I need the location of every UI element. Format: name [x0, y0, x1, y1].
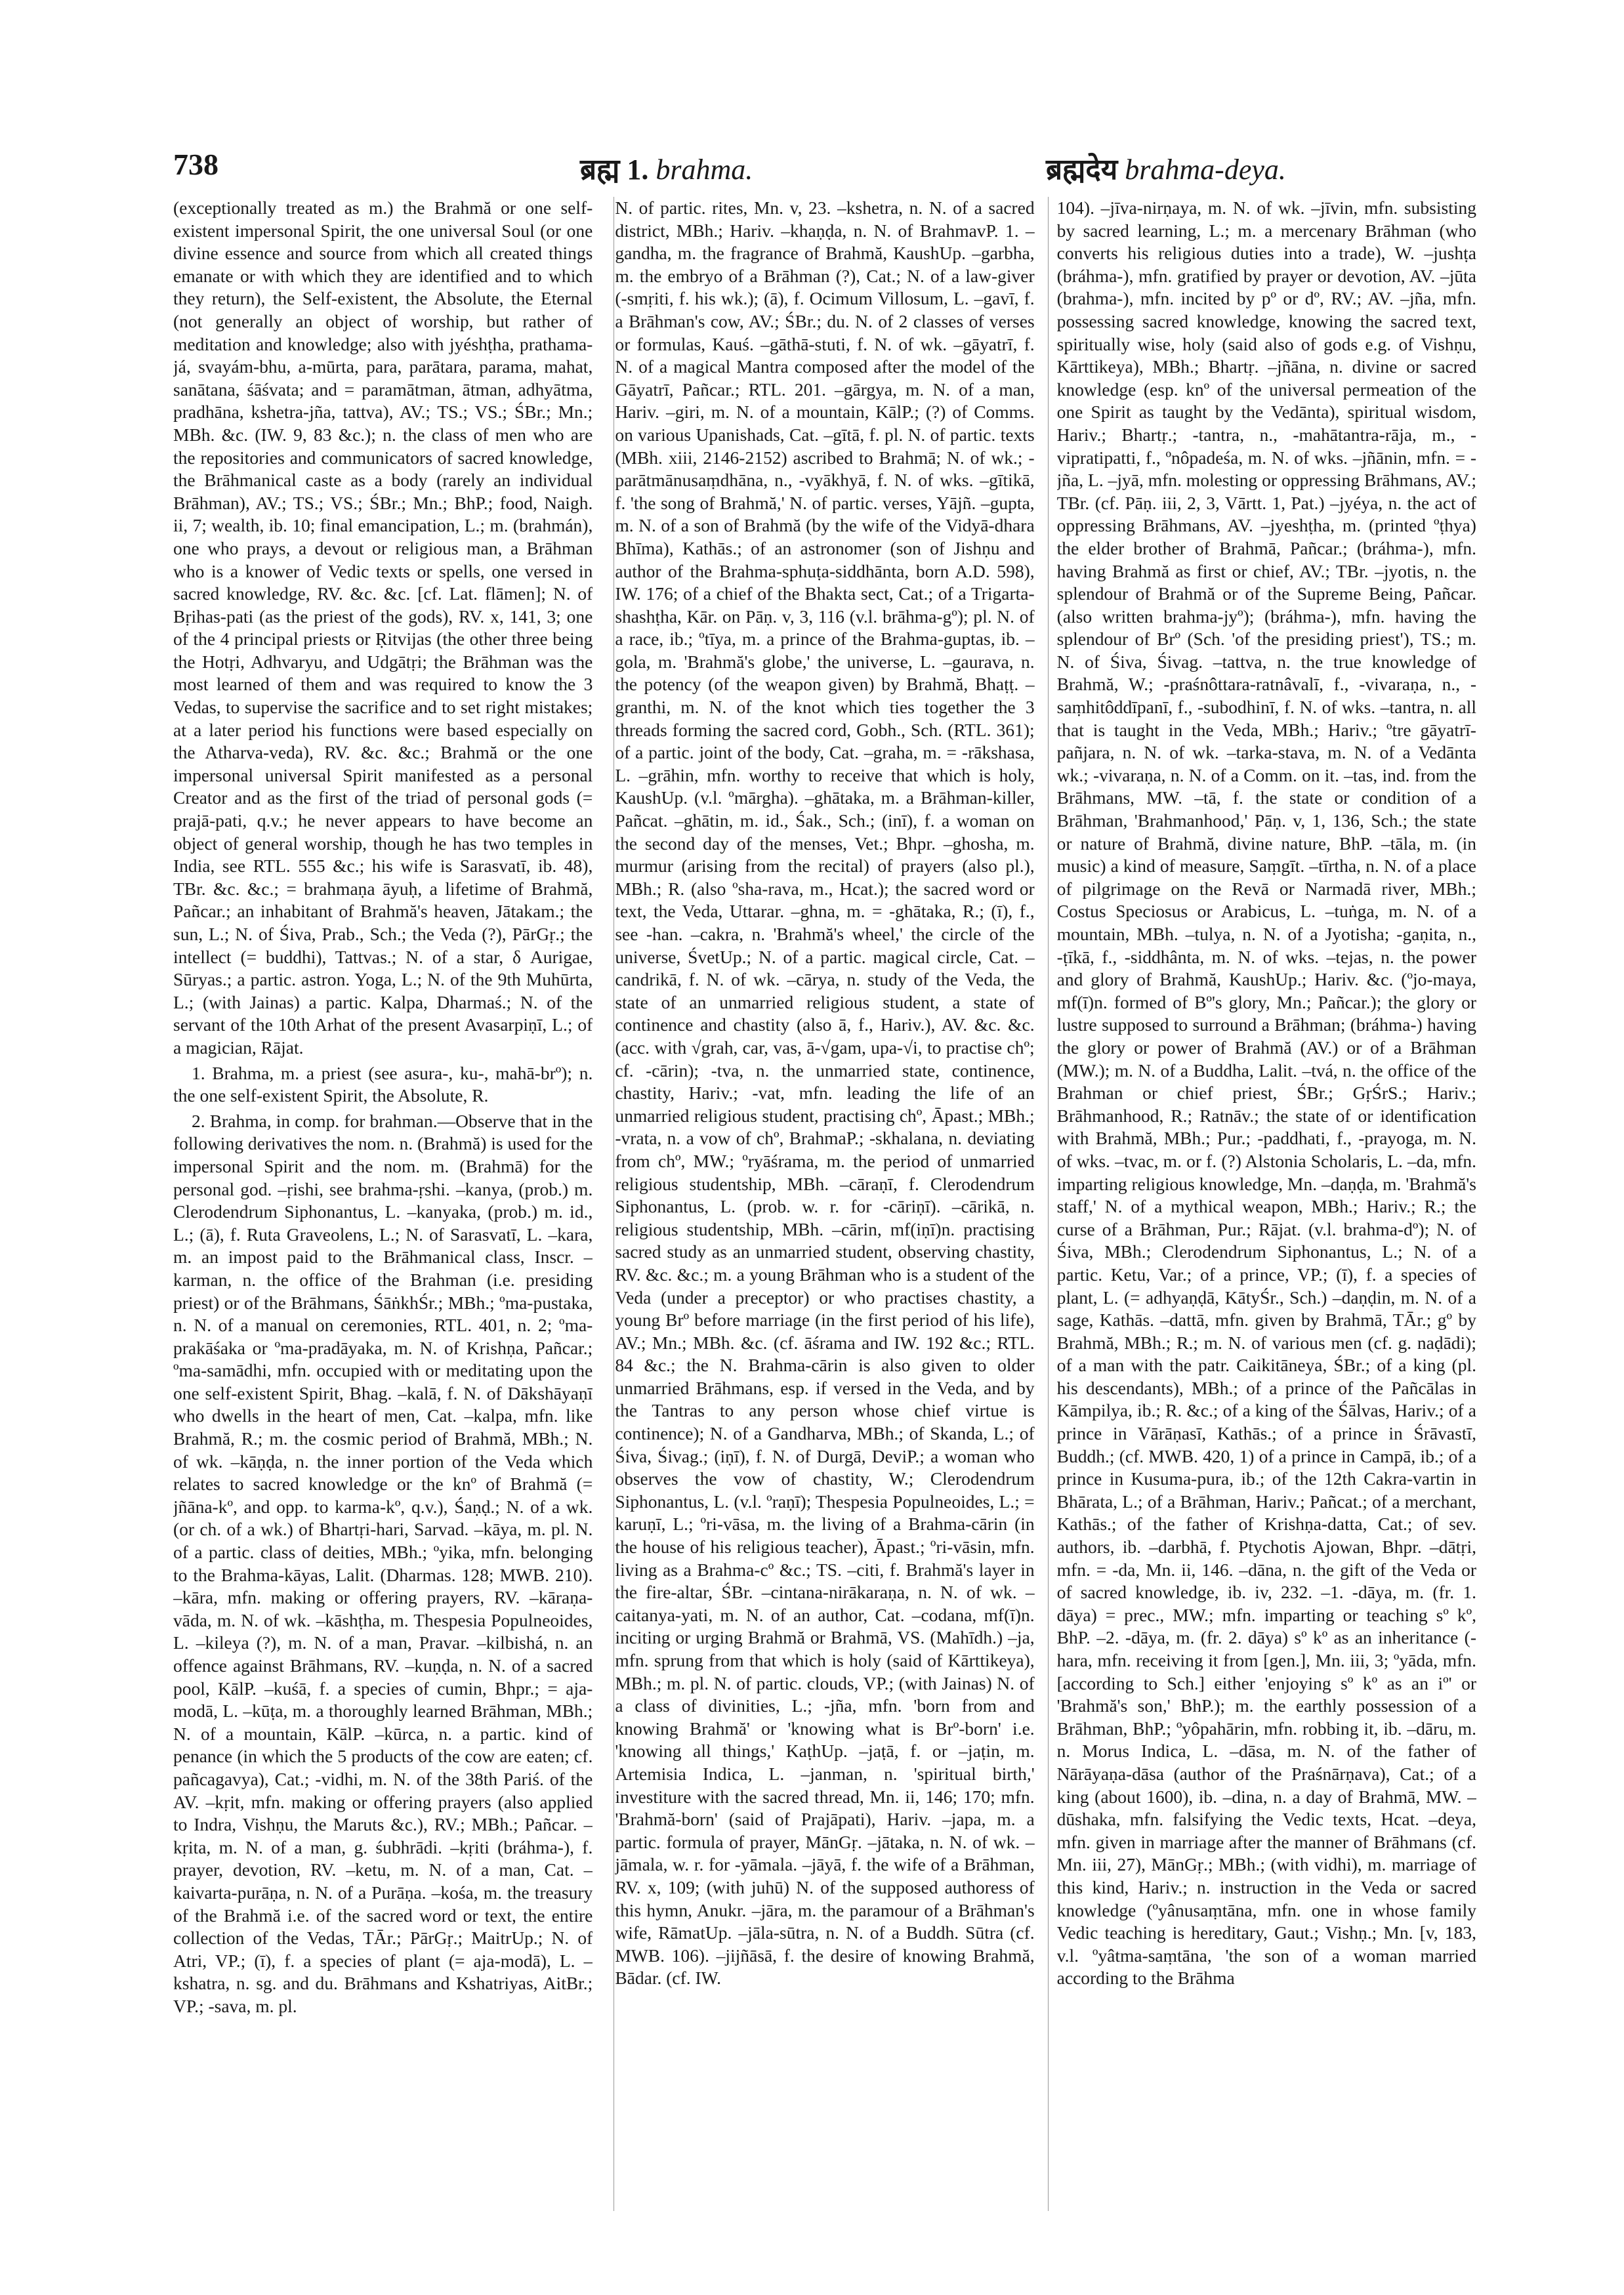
entry-brahma-2: 2. Brahma, in comp. for brahman.—Observe that in the following derivatives the nom. n. (Brahmă) is used for the impersonal Spirit and the nom. m. (Brahmā) for the personal god. –ṛishi, see brahma-ṛshi. –kanya, (prob.) m. Clerodendrum Siphonantus, L. –kanyaka, (prob.) m. id., L.; (ā), f. Ruta Graveolens, L.; N. of Sarasvatī, L. –kara, m. an impost paid to the Brāhmanical class, Inscr. –karman, n. the office of the Brahman (i.e. presiding priest) or of the Brāhmans, ŚāṅkhŚr.; MBh.; ºma-pustaka, n. N. of a manual on ceremonies, RTL. 401, n. 2; ºma-prakāśaka or ºma-pradāyaka, m. N. of Krishṇa, Pañcar.; ºma-samādhi, mfn. occupied with or meditating upon the one self-existent Spirit, Bhag. –kalā, f. N. of Dākshāyaṇī who dwells in the heart of men, Cat. –kalpa, mfn. like Brahmă, R.; m. the cosmic period of Brahmă, MBh.; N. of wk. –kāṇḍa, n. the inner portion of the Veda which relates to sacred knowledge or the knº of Brahmă (= jñāna-kº, and opp. to karma-kº, q.v.), Śaṇḍ.; N. of a wk. (or ch. of a wk.) of Bhartṛi-hari, Sarvad. –kāya, m. pl. N. of a partic. class of deities, MBh.; ºyika, mfn. belonging to the Brahma-kāyas, Lalit. (Dharmas. 128; MWB. 210). –kāra, mfn. making or offering prayers, RV. –kāraṇa-vāda, m. N. of wk. –kāshṭha, m. Thespesia Populneoides, L. –kileya (?), m. N. of a man, Pravar. –kilbishá, n. an offence against Brāhmans, RV. –kuṇḍa, n. N. of a sacred pool, KālP. –kuśā, f. a species of cumin, Bhpr.; = aja-modā, L. –kūṭa, m. a thoroughly learned Brāhman, MBh.; N. of a mountain, KālP. –kūrca, n. a partic. kind of penance (in which the 5 products of the cow are eaten; cf. pañcagavya), Cat.; -vidhi, m. N. of the 38th Pariś. of the AV. –kṛit, mfn. making or offering prayers (also applied to Indra, Vishṇu, the Maruts &c.), RV.; MBh.; Pañcar. –kṛita, m. N. of a man, g. śubhrādi. –kṛiti (bráhma-), f. prayer, devotion, RV. –ketu, m. N. of a man, Cat. –kaivarta-purāṇa, n. N. of a Purāṇa. –kośa, m. the treasury of the Brahmă i.e. of the sacred word or text, the entire collection of the Vedas, TĀr.; PārGṛ.; MaitrUp.; N. of Atri, VP.; (ī), f. a species of plant (= aja-modā), L. –kshatra, n. sg. and du. Brāhmans and Kshatriyas, AitBr.; VP.; -sava, m. pl.	[173, 1110, 593, 2016]
right-head-word: brahma-deya.	[1125, 154, 1286, 186]
left-running-head	[580, 148, 753, 188]
page-header	[173, 147, 1476, 186]
right-head-devanagari: ब्रह्मदेय	[1046, 154, 1118, 186]
left-head-word: brahma.	[656, 154, 753, 186]
column-3-text: 104). –jīva-nirṇaya, m. N. of wk. –jīvin, mfn. subsisting by sacred learning, L.; m. a mercenary Brāhman (who converts his religious duties into a trade), W. –jushṭa (bráhma-), mfn. gratified by prayer or devotion, AV. –jūta (brahma-), mfn. incited by pº or dº, RV.; AV. –jña, mfn. possessing sacred knowledge, knowing the sacred text, spiritually wise, holy (said also of gods e.g. of Vishṇu, Kārttikeya), MBh.; Bhartṛ. –jñāna, n. divine or sacred knowledge (esp. knº of the universal permeation of the one Spirit as taught by the Vedānta), spiritual wisdom, Hariv.; Bhartṛ.; -tantra, n., -mahātantra-rāja, m., -vipratipatti, f., ºnôpadeśa, m. N. of wks. –jñānin, mfn. = -jña, L. –jyā, mfn. molesting or oppressing Brāhmans, AV.; TBr. (cf. Pāṇ. iii, 2, 3, Vārtt. 1, Pat.) –jyéya, n. the act of oppressing Brāhmans, AV. –jyeshṭha, m. (printed ºṭhya) the elder brother of Brahmā, Pañcar.; (bráhma-), mfn. having Brahmă as first or chief, AV.; TBr. –jyotis, n. the splendour of Brahmă or of the Supreme Being, Pañcar. (also written brahma-jyº); (bráhma-), mfn. having the splendour of Brº (Sch. 'of the presiding priest'), TS.; m. N. of Śiva, Śivag. –tattva, n. the true knowledge of Brahmă, W.; -praśnôttara-ratnâvalī, f., -vivaraṇa, n., -saṃhitôddīpanī, f., -subodhinī, f. N. of wks. –tantra, n. all that is taught in the Veda, MBh.; Hariv.; ºtre gāyatrī-pañjara, n. N. of wk. –tarka-stava, m. N. of a Vedānta wk.; -vivaraṇa, n. N. of a Comm. on it. –tas, ind. from the Brāhmans, MW. –tā, f. the state or condition of a Brāhman, 'Brahmanhood,' Pāṇ. v, 1, 136, Sch.; the state or nature of Brahmă, divine nature, BhP. –tāla, m. (in music) a kind of measure, Saṃgīt. –tīrtha, n. N. of a place of pilgrimage on the Revā or Narmadā river, MBh.; Costus Speciosus or Arabicus, L. –tuṅga, m. N. of a mountain, MBh. –tulya, n. N. of a Jyotisha; -gaṇita, n., -ṭīkā, f., -siddhânta, m. N. of wks. –tejas, n. the power and glory of Brahmă, KaushUp.; Hariv. &c. (ºjo-maya, mf(ī)n. formed of Bº's glory, Mn.; Pañcar.); the glory or lustre supposed to surround a Brāhman; (bráhma-) having the glory or power of Brahmă (AV.) or of a Brāhman (MW.); m. N. of a Buddha, Lalit. –tvá, n. the office of the Brahman or chief priest, ŚBr.; GṛŚrS.; Hariv.; Brāhmanhood, R.; Ratnāv.; the state of or identification with Brahmă, MBh.; Pur.; -paddhati, f., -prayoga, m. N. of wks. –tvac, m. or f. (?) Alstonia Scholaris, L. –da, mfn. imparting religious knowledge, Mn. –daṇḍa, m. 'Brahmă's staff,' N. of a mythical weapon, MBh.; Hariv.; R.; the curse of a Brāhman, Pur.; Rājat. (v.l. brahma-dº); N. of Śiva, MBh.; Clerodendrum Siphonantus, L.; N. of a partic. Ketu, Var.; of a prince, VP.; (ī), f. a species of plant, L. (= adhyaṇḍā, KātyŚr., Sch.) –daṇḍin, m. N. of a sage, Kathās. –dattā, mfn. given by Brahmā, TĀr.; gº by Brahmă, MBh.; R.; m. N. of various men (cf. g. naḍādi); of a man with the patr. Caikitāneya, ŚBr.; of a king (pl. his descendants), MBh.; of a prince of the Pañcālas in Kāmpilya, ib.; R. &c.; of a king of the Śālvas, Hariv.; of a prince in Vārāṇasī, Kathās.; of a prince in Śrāvastī, Buddh.; (cf. MWB. 420, 1) of a prince in Campā, ib.; of a prince in Kusuma-pura, ib.; of the 12th Cakra-vartin in Bhārata, L.; of a Brāhman, Hariv.; Pañcat.; of a merchant, Kathās.; of the father of Krishṇa-datta, Cat.; of sev. authors, ib. –darbhā, f. Ptychotis Ajowan, Bhpr. –dātṛi, mfn. = -da, Mn. ii, 146. –dāna, n. the gift of the Veda or of sacred knowledge, ib. iv, 232. –1. -dāya, m. (fr. 1. dāya) = prec., MW.; mfn. imparting or teaching sº kº, BhP. –2. -dāya, m. (fr. 2. dāya) sº kº as an inheritance (-hara, mfn. receiving it from [gen.], Mn. iii, 3; ºyāda, mfn. [according to Sch.] either 'enjoying sº kº as an iº' or 'Brahmă's son,' BhP.); m. the earthly possession of a Brāhman, BhP.; ºyôpahārin, mfn. robbing it, ib. –dāru, m. n. Morus Indica, L. –dāsa, m. N. of the father of Nārāyaṇa-dāsa (author of the Praśnārṇava), Cat.; of a king (about 1600), ib. –dina, n. a day of Brahmā, MW. –dūshaka, mfn. falsifying the Vedic texts, Hcat. –deya, mfn. given in marriage after the manner of Brāhmans (cf. Mn. iii, 27), MānGṛ.; MBh.; (with vidhi), m. marriage of this kind, Hariv.; n. instruction in the Veda or sacred knowledge (ºyânusaṃtāna, mfn. one in whose family Vedic teaching is hereditary, Gaut.; Vishṇ.; Mn. [v, 183, v.l. ºyâtma-saṃtāna, 'the son of a woman married according to the Brāhma	[1056, 197, 1476, 1989]
right-running-head	[1046, 148, 1286, 188]
column-2	[615, 197, 1034, 2224]
text-columns	[173, 197, 1476, 2224]
entry-brahma-1: 1. Brahma, m. a priest (see asura-, ku-, mahā-brº); n. the one self-existent Spirit, the Absolute, R.	[173, 1062, 593, 1106]
entry-brahma-n: (exceptionally treated as m.) the Brahmă or one self-existent impersonal Spirit, the one universal Soul (or one divine essence and source from which all created things emanate or with which they are identified and to which they return), the Self-existent, the Absolute, the Eternal (not generally an object of worship, but rather of meditation and knowledge; also with jyéshṭha, prathama-já, svayám-bhu, a-mūrta, para, parātara, parama, mahat, sanātana, śāśvata; and = paramātman, ātman, adhyātma, pradhāna, kshetra-jña, tattva), AV.; TS.; VS.; ŚBr.; Mn.; MBh. &c. (IW. 9, 83 &c.); n. the class of men who are the repositories and communicators of sacred knowledge, the Brāhmanical caste as a body (rarely an individual Brāhman), AV.; TS.; VS.; ŚBr.; Mn.; BhP.; food, Naigh. ii, 7; wealth, ib. 10; final emancipation, L.; m. (brahmán), one who prays, a devout or religious man, a Brāhman who is a knower of Vedic texts or spells, one versed in sacred knowledge, RV. &c. &c. [cf. Lat. flāmen]; N. of Bṛihas-pati (as the priest of the gods), RV. x, 141, 3; one of the 4 principal priests or Ṛitvijas (the other three being the Hotṛi, Adhvaryu, and Udgātṛi; the Brāhman was the most learned of them and was required to know the 3 Vedas, to supervise the sacrifice and to set right mistakes; at a later period his functions were based especially on the Atharva-veda), RV. &c. &c.; Brahmă or the one impersonal universal Spirit manifested as a personal Creator and as the first of the triad of personal gods (= prajā-pati, q.v.; he never appears to have become an object of general worship, though he has two temples in India, see RTL. 555 &c.; his wife is Sarasvatī, ib. 48), TBr. &c. &c.; = brahmaṇa āyuḥ, a lifetime of Brahmă, Pañcar.; an inhabitant of Brahmă's heaven, Jātakam.; the sun, L.; N. of Śiva, Prab., Sch.; the Veda (?), PārGṛ.; the intellect (= buddhi), Tattvas.; N. of a star, δ Aurigae, Sūryas.; a partic. astron. Yoga, L.; N. of the 9th Muhūrta, L.; (with Jainas) a partic. Kalpa, Dharmaś.; N. of the servant of the 10th Arhat of the present Avasarpiṇī, L.; of a magician, Rājat.	[173, 197, 593, 1058]
page-number: 738	[173, 148, 219, 181]
column-3	[1057, 197, 1476, 2224]
left-head-devanagari: ब्रह्म 1.	[580, 154, 649, 186]
column-1	[173, 197, 593, 2224]
column-2-text: N. of partic. rites, Mn. v, 23. –kshetra, n. N. of a sacred district, MBh.; Hariv. –khaṇḍa, n. N. of BrahmavP. 1. –gandha, m. the fragrance of Brahmă, KaushUp. –garbha, m. the embryo of a Brāhman (?), Cat.; N. of a law-giver (-smṛiti, f. his wk.); (ā), f. Ocimum Villosum, L. –gavī, f. a Brāhman's cow, AV.; ŚBr.; du. N. of 2 classes of verses or formulas, Kauś. –gāthā-stuti, f. N. of wk. –gāyatrī, f. N. of a magical Mantra composed after the model of the Gāyatrī, Pañcar.; RTL. 201. –gārgya, m. N. of a man, Hariv. –giri, m. N. of a mountain, KālP.; (?) of Comms. on various Upanishads, Cat. –gītā, f. pl. N. of partic. texts (MBh. xiii, 2146-2152) ascribed to Brahmā; N. of wk.; -parātmānusaṃdhāna, n., -vyākhyā, f. N. of wks. –gītikā, f. 'the song of Brahmă,' N. of partic. verses, Yājñ. –gupta, m. N. of a son of Brahmă (by the wife of the Vidyā-dhara Bhīma), Kathās.; of an astronomer (son of Jishṇu and author of the Brahma-sphuṭa-siddhānta, born A.D. 598), IW. 176; of a chief of the Bhakta sect, Cat.; of a Trigarta-shashṭha, Kār. on Pāṇ. v, 3, 116 (v.l. brāhma-gº); pl. N. of a race, ib.; ºtīya, m. a prince of the Brahma-guptas, ib. –gola, m. 'Brahmă's globe,' the universe, L. –gaurava, n. the potency (of the weapon given) by Brahmă, Bhaṭṭ. –granthi, m. N. of the knot which ties together the 3 threads forming the sacred cord, Gobh., Sch. (RTL. 361); of a partic. joint of the body, Cat. –graha, m. = -rākshasa, L. –grāhin, mfn. worthy to receive that which is holy, KaushUp. (v.l. ºmārgha). –ghātaka, m. a Brāhman-killer, Pañcat. –ghātin, m. id., Śak., Sch.; (inī), f. a woman on the second day of the menses, Vet.; Bhpr. –ghosha, m. murmur (arising from the recital) of prayers (also pl.), MBh.; R. (also ºsha-rava, m., Hcat.); the sacred word or text, the Veda, Uttarar. –ghna, m. = -ghātaka, R.; (ī), f., see -han. –cakra, n. 'Brahmă's wheel,' the circle of the universe, ŚvetUp.; N. of a partic. magical circle, Cat. –candrikā, f. N. of wk. –cārya, n. study of the Veda, the state of an unmarried religious student, a state of continence and chastity (also ā, f., Hariv.), AV. &c. &c. (acc. with √grah, car, vas, ā-√gam, upa-√i, to practise chº; cf. -cārin); -tva, n. the unmarried state, continence, chastity, Hariv.; -vat, mfn. leading the life of an unmarried religious student, practising chº, Āpast.; MBh.; -vrata, n. a vow of chº, BrahmaP.; -skhalana, n. deviating from chº, MW.; ºryāśrama, m. the period of unmarried religious studentship, MBh. –cāraṇī, f. Clerodendrum Siphonantus, L. (prob. w. r. for -cāriṇī). –cārikā, n. religious studentship, MBh. –cārin, mf(iṇī)n. practising sacred study as an unmarried student, observing chastity, RV. &c. &c.; m. a young Brāhman who is a student of the Veda (under a preceptor) or who practises chastity, a young Brº before marriage (in the first period of his life), AV.; Mn.; MBh. &c. (cf. āśrama and IW. 192 &c.; RTL. 84 &c.; the N. Brahma-cārin is also given to older unmarried Brāhmans, esp. if versed in the Veda, and by the Tantras to any person whose chief virtue is continence); N. of a Gandharva, MBh.; of Skanda, L.; of Śiva, Śivag.; (iṇī), f. N. of Durgā, DeviP.; a woman who observes the vow of chastity, W.; Clerodendrum Siphonantus, L. (v.l. ºraṇī); Thespesia Populneoides, L.; = karuṇī, L.; ºri-vāsa, m. the living of a Brahma-cārin (in the house of his religious teacher), Āpast.; ºri-vāsin, mfn. living as a Brahma-cº &c.; TS. –citi, f. Brahmă's layer in the fire-altar, ŚBr. –cintana-nirākaraṇa, n. N. of wk. –caitanya-yati, m. N. of an author, Cat. –codana, mf(ī)n. inciting or urging Brahmă or Brahmā, VS. (Mahīdh.) –ja, mfn. sprung from that which is holy (said of Kārttikeya), MBh.; m. pl. N. of partic. clouds, VP.; (with Jainas) N. of a class of divinities, L.; -jña, mfn. 'born from and knowing Brahmă' or 'knowing what is Brº-born' i.e. 'knowing all things,' KaṭhUp. –jaṭā, f. or –jaṭin, m. Artemisia Indica, L. –janman, n. 'spiritual birth,' investiture with the sacred thread, Mn. ii, 146; 170; mfn. 'Brahmă-born' (said of Prajāpati), Hariv. –japa, m. a partic. formula of prayer, MānGṛ. –jātaka, n. N. of wk. –jāmala, w. r. for -yāmala. –jāyā, f. the wife of a Brāhman, RV. x, 109; (with juhū) N. of the supposed authoress of this hymn, Anukr. –jāra, m. the paramour of a Brāhman's wife, RāmatUp. –jāla-sūtra, n. N. of a Buddh. Sūtra (cf. MWB. 106). –jijñāsā, f. the desire of knowing Brahmă, Bādar. (cf. IW.	[615, 197, 1035, 1989]
